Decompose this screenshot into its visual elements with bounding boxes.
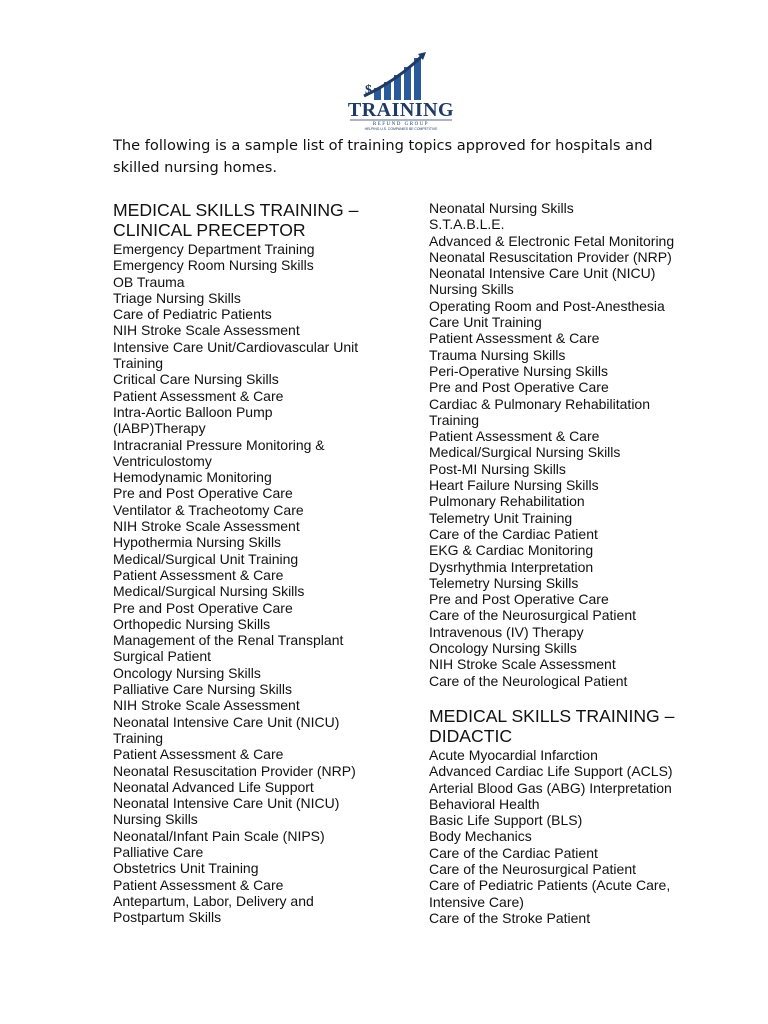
- list-item: Care of the Cardiac Patient: [429, 844, 598, 861]
- section-heading-didactic: [429, 706, 719, 746]
- list-item: Ventilator & Tracheotomy Care: [113, 501, 304, 518]
- clinical-preceptor-list: [113, 241, 383, 925]
- list-item: Emergency Department Training: [113, 241, 315, 257]
- list-item: Telemetry Nursing Skills: [429, 574, 579, 591]
- list-item: Hemodynamic Monitoring: [113, 469, 272, 486]
- list-item: Body Mechanics: [429, 828, 532, 845]
- list-item: Palliative Care: [113, 843, 204, 860]
- list-item: Operating Room and Post-Anesthesia: [429, 297, 665, 314]
- list-item: Telemetry Unit Training: [429, 509, 573, 526]
- list-item: Patient Assessment & Care: [113, 876, 284, 893]
- logo-name: TRAINING: [347, 99, 455, 121]
- list-item: Basic Life Support (BLS): [429, 812, 583, 829]
- list-item: Arterial Blood Gas (ABG) Interpretation: [429, 779, 672, 796]
- list-item: Behavioral Health: [429, 795, 540, 812]
- list-item: Acute Myocardial Infarction: [429, 746, 598, 763]
- list-item: Care of the Neurosurgical Patient: [429, 607, 636, 624]
- list-item: Intracranial Pressure Monitoring &: [113, 436, 325, 453]
- list-item: Pre and Post Operative Care: [429, 379, 609, 396]
- list-item: Oncology Nursing Skills: [113, 664, 261, 681]
- list-item: Patient Assessment & Care: [113, 566, 284, 583]
- list-item: Neonatal Nursing Skills: [429, 200, 574, 216]
- logo-tagline: HELPING U.S. COMPANIES BE COMPETITIVE: [364, 127, 438, 131]
- list-item: Trauma Nursing Skills: [429, 346, 566, 363]
- logo-subname: REFUND GROUP: [372, 122, 430, 127]
- list-item: Pre and Post Operative Care: [113, 599, 293, 616]
- list-item: Neonatal/Infant Pain Scale (NIPS): [113, 827, 325, 844]
- list-item: Care Unit Training: [429, 314, 542, 331]
- left-column: [113, 200, 383, 925]
- list-item: Heart Failure Nursing Skills: [429, 477, 599, 494]
- list-item: Nursing Skills: [429, 281, 514, 298]
- list-item: Critical Care Nursing Skills: [113, 371, 279, 388]
- list-item: Orthopedic Nursing Skills: [113, 615, 271, 632]
- list-item: (IABP)Therapy: [113, 420, 206, 437]
- intro-paragraph: The following is a sample list of training topics approved for hospitals and skilled nursing homes.: [113, 137, 653, 176]
- list-item: NIH Stroke Scale Assessment: [429, 656, 616, 673]
- list-item: OB Trauma: [113, 273, 185, 290]
- list-item: Care of the Cardiac Patient: [429, 525, 598, 542]
- list-item: Postpartum Skills: [113, 909, 222, 926]
- heading-line: MEDICAL SKILLS TRAINING –: [429, 705, 675, 726]
- list-item: Intravenous (IV) Therapy: [429, 623, 584, 640]
- didactic-list: [429, 747, 719, 926]
- list-item: Emergency Room Nursing Skills: [113, 257, 314, 274]
- list-item: Neonatal Resuscitation Provider (NRP): [113, 762, 356, 779]
- list-item: Care of the Stroke Patient: [429, 909, 591, 926]
- list-item: Advanced & Electronic Fetal Monitoring: [429, 232, 675, 249]
- list-item: Nursing Skills: [113, 811, 198, 828]
- heading-line: MEDICAL SKILLS TRAINING –: [113, 200, 359, 220]
- list-item: Antepartum, Labor, Delivery and: [113, 892, 314, 909]
- list-item: Oncology Nursing Skills: [429, 640, 577, 657]
- list-item: Medical/Surgical Unit Training: [113, 550, 299, 567]
- list-item: Palliative Care Nursing Skills: [113, 681, 292, 698]
- list-item: NIH Stroke Scale Assessment: [113, 322, 300, 339]
- section-heading-clinical-preceptor: [113, 200, 383, 240]
- list-item: NIH Stroke Scale Assessment: [113, 697, 300, 714]
- logo-graphic: [338, 50, 464, 132]
- list-item: Patient Assessment & Care: [429, 330, 600, 347]
- heading-line: DIDACTIC: [429, 725, 513, 746]
- list-item: Medical/Surgical Nursing Skills: [429, 444, 621, 461]
- list-item: Cardiac & Pulmonary Rehabilitation: [429, 395, 650, 412]
- list-item: Pre and Post Operative Care: [113, 485, 293, 502]
- list-item: Ventriculostomy: [113, 452, 212, 469]
- list-item: Intensive Care): [429, 893, 524, 910]
- heading-line: CLINICAL PRECEPTOR: [113, 220, 306, 240]
- list-item: Dysrhythmia Interpretation: [429, 558, 594, 575]
- logo-dollar-symbol: $: [365, 83, 372, 98]
- list-item: Neonatal Advanced Life Support: [113, 778, 314, 795]
- list-item: Care of Pediatric Patients (Acute Care,: [429, 877, 671, 894]
- list-item: Surgical Patient: [113, 648, 212, 665]
- right-column: [429, 200, 719, 926]
- list-item: Neonatal Intensive Care Unit (NICU): [113, 795, 340, 812]
- list-item: Care of the Neurosurgical Patient: [429, 860, 636, 877]
- list-item: Care of the Neurological Patient: [429, 672, 628, 689]
- list-item: Training: [113, 355, 164, 372]
- list-item: Patient Assessment & Care: [113, 387, 284, 404]
- list-item: Training: [113, 729, 164, 746]
- list-item: Peri-Operative Nursing Skills: [429, 362, 608, 379]
- list-item: NIH Stroke Scale Assessment: [113, 518, 300, 535]
- clinical-preceptor-list-continued: [429, 200, 719, 689]
- list-item: Medical/Surgical Nursing Skills: [113, 583, 305, 600]
- list-item: Triage Nursing Skills: [113, 289, 241, 306]
- list-item: Obstetrics Unit Training: [113, 860, 259, 877]
- list-item: Advanced Cardiac Life Support (ACLS): [429, 763, 673, 780]
- list-item: Neonatal Resuscitation Provider (NRP): [429, 248, 672, 265]
- list-item: Pre and Post Operative Care: [429, 591, 609, 608]
- list-item: EKG & Cardiac Monitoring: [429, 542, 594, 559]
- list-item: Patient Assessment & Care: [113, 746, 284, 763]
- list-item: Neonatal Intensive Care Unit (NICU): [429, 265, 656, 282]
- section-gap: [429, 689, 719, 706]
- list-item: Intensive Care Unit/Cardiovascular Unit: [113, 338, 359, 355]
- list-item: Management of the Renal Transplant: [113, 632, 344, 649]
- list-item: Patient Assessment & Care: [429, 428, 600, 445]
- company-logo: [338, 50, 464, 132]
- list-item: Post-MI Nursing Skills: [429, 460, 566, 477]
- list-item: Care of Pediatric Patients: [113, 306, 272, 323]
- list-item: S.T.A.B.L.E.: [429, 216, 505, 233]
- list-item: Intra-Aortic Balloon Pump: [113, 403, 273, 420]
- list-item: Hypothermia Nursing Skills: [113, 534, 282, 551]
- list-item: Pulmonary Rehabilitation: [429, 493, 585, 510]
- list-item: Training: [429, 411, 480, 428]
- list-item: Neonatal Intensive Care Unit (NICU): [113, 713, 340, 730]
